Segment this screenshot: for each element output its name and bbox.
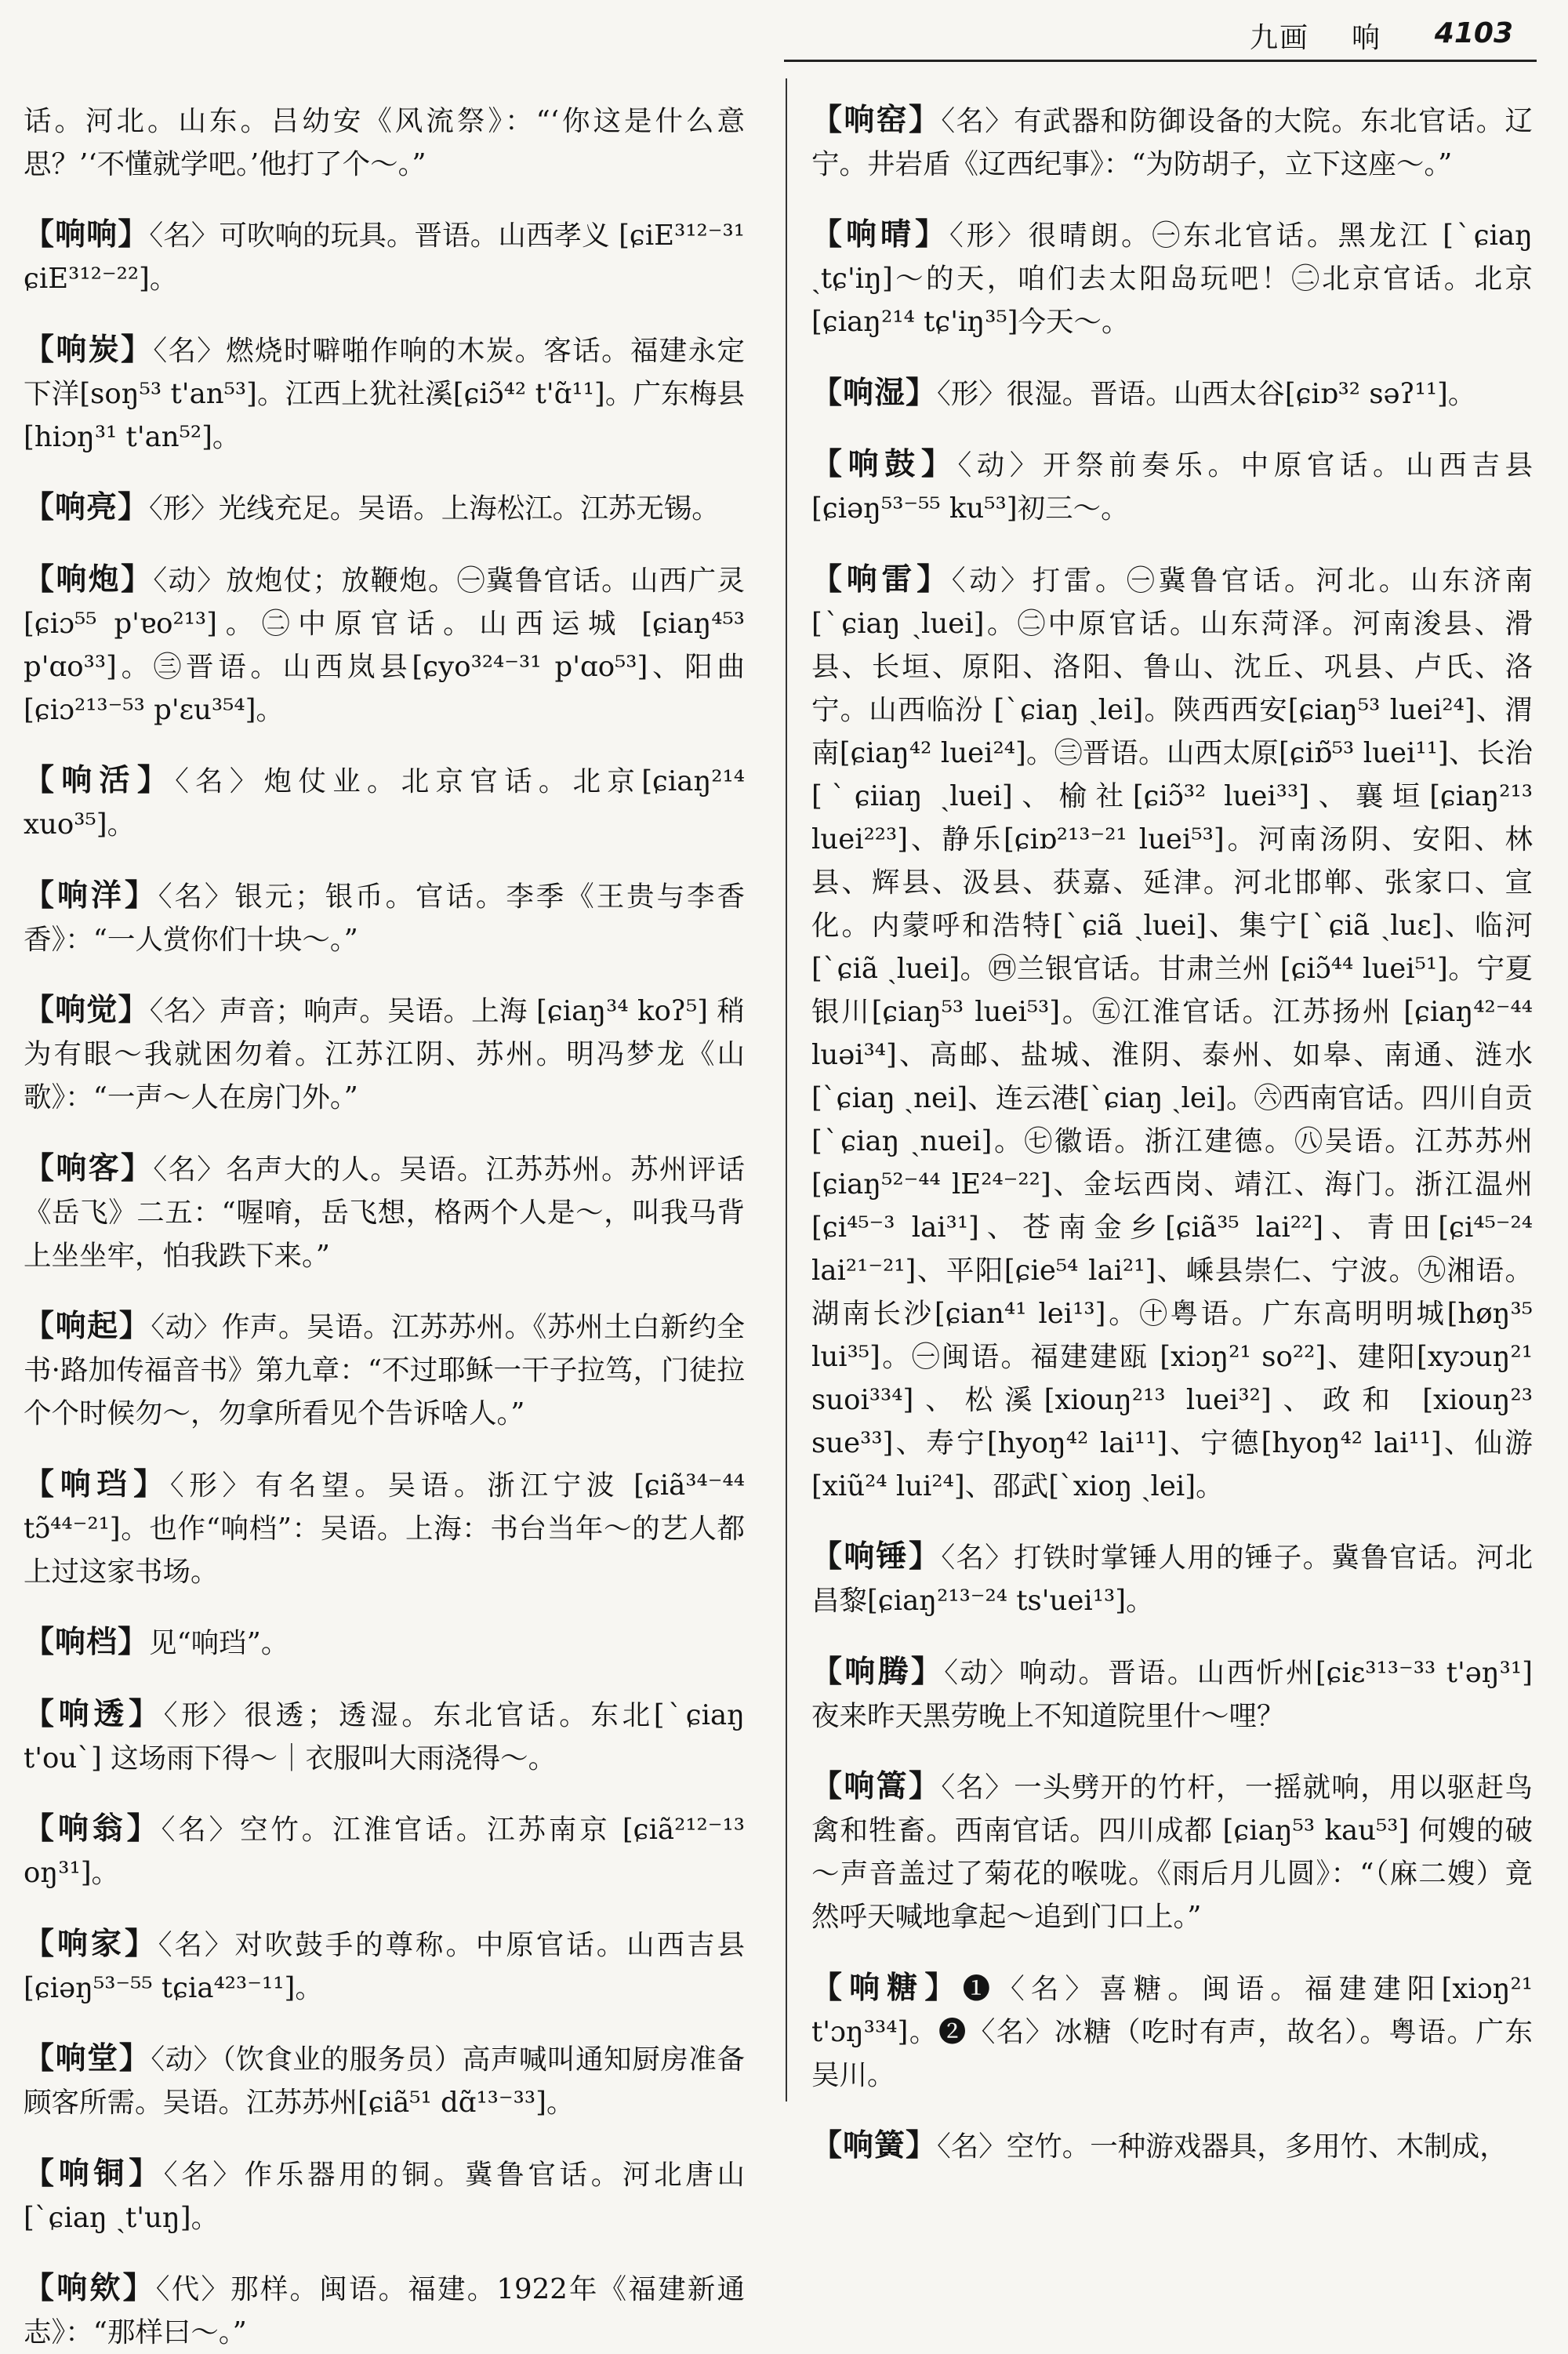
entry-definition: 〈形〉有名望。吴语。浙江宁波 [ɕiã³⁴⁻⁴⁴ tɔ̃⁴⁴⁻²¹]。也作“响档”：吴语。上海：书台当年～的艺人都上过这家书场。 bbox=[24, 1469, 745, 1588]
dictionary-entry bbox=[24, 2267, 745, 2354]
entry-definition: ❶〈名〉喜糖。闽语。福建建阳[xiɔŋ²¹ t'ɔŋ³³⁴]。❷〈名〉冰糖（吃时有声，故名）。粤语。广东吴川。 bbox=[811, 1972, 1533, 2091]
entry-definition: 〈名〉空竹。一种游戏器具，多用竹、木制成， bbox=[937, 2131, 1508, 2163]
dictionary-entry bbox=[24, 874, 745, 961]
entry-headword: 【响窑】 bbox=[811, 101, 942, 138]
entry-definition: 〈名〉名声大的人。吴语。江苏苏州。苏州评话《岳飞》二五：“喔唷，岳飞想，格两个人是～，叫我马背上坐坐牢，怕我跌下来。” bbox=[24, 1153, 745, 1272]
entry-headword: 【响簧】 bbox=[811, 2127, 938, 2163]
entry-headword: 【响觉】 bbox=[24, 992, 150, 1028]
dictionary-entry bbox=[24, 1807, 745, 1894]
entry-headword: 【响炮】 bbox=[24, 561, 154, 598]
entry-headword: 【响起】 bbox=[24, 1308, 151, 1344]
entry-headword: 【响透】 bbox=[24, 1695, 164, 1732]
entry-definition: 〈动〉（饮食业的服务员）高声喊叫通知厨房准备顾客所需。吴语。江苏苏州[ɕiã⁵¹ dɑ̃¹³⁻³³]。 bbox=[24, 2043, 745, 2119]
dictionary-entry bbox=[811, 2124, 1533, 2168]
dictionary-entry bbox=[24, 1923, 745, 2010]
dictionary-entry bbox=[24, 2152, 745, 2240]
entry-definition: 〈形〉光线充足。吴语。上海松江。江苏无锡。 bbox=[149, 492, 720, 525]
dictionary-entry bbox=[24, 1693, 745, 1780]
entry-definition: 〈代〉那样。闽语。福建。1922年《福建新通志》：“那样曰～。” bbox=[24, 2273, 745, 2349]
dictionary-entry bbox=[811, 99, 1533, 186]
entry-headword: 【响档】 bbox=[24, 1624, 150, 1660]
entry-definition: 〈形〉很晴朗。㊀东北官话。黑龙江 [ˋɕiaŋ ˏtɕ'iŋ]～的天，咱们去太阳岛玩吧！㊁北京官话。北京[ɕiaŋ²¹⁴ tɕ'iŋ³⁵]今天～。 bbox=[811, 220, 1533, 338]
entry-definition: 〈名〉声音；响声。吴语。上海 [ɕiaŋ³⁴ koʔ⁵] 稍为有眼～我就困勿着。江苏江阴、苏州。明冯梦龙《山歌》：“一声～人在房门外。” bbox=[24, 995, 745, 1113]
running-headword: 响 bbox=[1351, 22, 1380, 54]
dictionary-entry bbox=[811, 1651, 1533, 1738]
dictionary-entry bbox=[811, 1967, 1533, 2097]
dictionary-entry bbox=[811, 558, 1533, 1508]
entry-headword: 【响湿】 bbox=[811, 374, 938, 411]
dictionary-entry bbox=[24, 558, 745, 732]
entry-definition: 〈名〉可吹响的玩具。晋语。山西孝义 [ɕiE³¹²⁻³¹ ɕiE³¹²⁻²²]。 bbox=[24, 220, 745, 295]
entry-headword: 【响鼓】 bbox=[811, 446, 958, 482]
entry-definition: 〈名〉炮仗业。北京官话。北京[ɕiaŋ²¹⁴ xuo³⁵]。 bbox=[24, 765, 745, 841]
dictionary-entry bbox=[24, 2037, 745, 2124]
entry-headword: 【响糖】 bbox=[811, 1969, 963, 2006]
dictionary-entry bbox=[24, 1463, 745, 1593]
entry-definition: 〈名〉打铁时掌锤人用的锤子。冀鲁官话。河北昌黎[ɕiaŋ²¹³⁻²⁴ ts'uei¹³]。 bbox=[811, 1542, 1533, 1617]
entry-definition: 〈名〉银元；银币。官话。李季《王贵与李香香》：“一人赏你们十块～。” bbox=[24, 880, 745, 956]
dictionary-entry bbox=[24, 989, 745, 1119]
entry-headword: 【响客】 bbox=[24, 1150, 154, 1186]
entry-headword: 【响响】 bbox=[24, 216, 150, 252]
dictionary-entry bbox=[811, 372, 1533, 416]
entry-headword: 【响雷】 bbox=[811, 561, 952, 598]
dictionary-entry bbox=[24, 1305, 745, 1435]
dictionary-entry bbox=[24, 329, 745, 459]
entry-definition: 〈名〉燃烧时噼啪作响的木炭。客话。福建永定下洋[soŋ⁵³ t'an⁵³]。江西上犹社溪[ɕiɔ̃⁴² t'ɑ̃¹¹]。广东梅县[hiɔŋ³¹ t'an⁵²]。 bbox=[24, 334, 745, 453]
entry-definition: 〈名〉一头劈开的竹杆，一摇就响，用以驱赶鸟禽和牲畜。西南官话。四川成都 [ɕiaŋ⁵³ kau⁵³] 何嫂的破～声音盖过了菊花的喉咙。《雨后月儿圆》：“（麻二嫂）竟然呼天喊地拿起～追到门口上。” bbox=[811, 1771, 1533, 1933]
entry-headword: 【响腾】 bbox=[811, 1653, 945, 1690]
entry-definition: 〈形〉很透；透湿。东北官话。东北[ˋɕiaŋ t'ouˋ] 这场雨下得～｜衣服叫大雨浇得～。 bbox=[24, 1698, 745, 1775]
dictionary-entry bbox=[811, 1765, 1533, 1938]
entry-definition: 话。河北。山东。吕幼安《风流祭》：“‘你这是什么意思？’‘不懂就学吧。’他打了个～。” bbox=[24, 104, 745, 180]
dictionary-entry bbox=[24, 1621, 745, 1665]
dictionary-entry bbox=[811, 1535, 1533, 1622]
entry-definition: 〈名〉作乐器用的铜。冀鲁官话。河北唐山 [ˋɕiaŋ ˏt'uŋ]。 bbox=[24, 2158, 745, 2234]
dictionary-entry bbox=[24, 1147, 745, 1277]
entry-definition: 〈名〉有武器和防御设备的大院。东北官话。辽宁。井岩盾《辽西纪事》：“为防胡子，立下这座～。” bbox=[811, 104, 1533, 180]
entry-headword: 【响翁】 bbox=[24, 1811, 162, 1847]
entry-headword: 【响堂】 bbox=[24, 2040, 151, 2076]
column-divider bbox=[786, 78, 787, 2102]
dictionary-entry bbox=[811, 213, 1533, 343]
entry-headword: 【响铜】 bbox=[24, 2155, 164, 2192]
entry-definition: 〈动〉开祭前奏乐。中原官话。山西吉县[ɕiəŋ⁵³⁻⁵⁵ ku⁵³]初三～。 bbox=[811, 449, 1533, 525]
right-column bbox=[811, 71, 1533, 2163]
entry-definition: 见“响珰”。 bbox=[149, 1627, 289, 1659]
dictionary-entry bbox=[24, 213, 745, 300]
entry-headword: 【响家】 bbox=[24, 1925, 158, 1962]
dictionary-entry bbox=[24, 486, 745, 530]
dictionary-entry bbox=[811, 443, 1533, 530]
entry-headword: 【响珰】 bbox=[24, 1466, 170, 1502]
dictionary-entry bbox=[24, 759, 745, 846]
entry-headword: 【响亮】 bbox=[24, 489, 150, 525]
entry-definition: 〈形〉很湿。晋语。山西太谷[ɕiɒ³² səʔ¹¹]。 bbox=[937, 377, 1476, 410]
left-column bbox=[24, 71, 745, 2349]
entry-headword: 【响锤】 bbox=[811, 1538, 942, 1575]
entry-definition: 〈名〉空竹。江淮官话。江苏南京 [ɕiã²¹²⁻¹³ oŋ³¹]。 bbox=[24, 1814, 745, 1889]
page-header bbox=[784, 11, 1537, 62]
entry-headword: 【响活】 bbox=[24, 762, 176, 798]
entry-headword: 【响晴】 bbox=[811, 216, 949, 252]
page-number: 4103 bbox=[1434, 17, 1513, 49]
entry-headword: 【响欸】 bbox=[24, 2270, 156, 2306]
entry-definition: 〈动〉响动。晋语。山西忻州[ɕiɛ³¹³⁻³³ t'əŋ³¹] 夜来昨天黑劳晚上不知道院里什～哩？ bbox=[811, 1656, 1533, 1732]
dictionary-entry bbox=[24, 99, 745, 186]
entry-definition: 〈动〉放炮仗；放鞭炮。㊀冀鲁官话。山西广灵[ɕiɔ⁵⁵ p'ɐo²¹³]。㊁中原官话。山西运城 [ɕiaŋ⁴⁵³ p'ɑo³³]。㊂晋语。山西岚县[ɕyo³²⁴⁻³¹ p'ɑo⁵³]、阳曲[ɕiɔ²¹³⁻⁵³ p'ɛu³⁵⁴]。 bbox=[24, 564, 745, 726]
entry-definition: 〈动〉打雷。㊀冀鲁官话。河北。山东济南 [ˋɕiaŋ ˏluei]。㊁中原官话。山东菏泽。河南浚县、滑县、长垣、原阳、洛阳、鲁山、沈丘、巩县、卢氏、洛宁。山西临汾 [ˋɕiaŋ ˏlei]。陕西西安[ɕiaŋ⁵³ luei²⁴]、渭南[ɕiaŋ⁴² luei²⁴]。㊂晋语。山西太原[ɕiɒ̃⁵³ luei¹¹]、长治[ˋɕiiaŋ ˏluei]、榆社[ɕiɔ̃³² luei³³]、襄垣[ɕiaŋ²¹³ luei²²³]、静乐[ɕiɒ²¹³⁻²¹ luei⁵³]。河南汤阴、安阳、林县、辉县、汲县、获嘉、延津。河北邯郸、张家口、宣化。内蒙呼和浩特[ˋɕiã ˏluei]、集宁[ˋɕiã ˏluɛ]、临河[ˋɕiã ˏluei]。㊃兰银官话。甘肃兰州 [ɕiɔ̃⁴⁴ luei⁵¹]。宁夏银川[ɕiaŋ⁵³ luei⁵³]。㊄江淮官话。江苏扬州 [ɕiaŋ⁴²⁻⁴⁴ luəi³⁴]、高邮、盐城、淮阴、泰州、如皋、南通、涟水[ˋɕiaŋ ˏnei]、连云港[ˋɕiaŋ ˏlei]。㊅西南官话。四川自贡[ˋɕiaŋ ˏnuei]。㊆徽语。浙江建德。㊇吴语。江苏苏州[ɕiaŋ⁵²⁻⁴⁴ lE²⁴⁻²²]、金坛西岗、靖江、海门。浙江温州[ɕi⁴⁵⁻³ lai³¹]、苍南金乡[ɕiã³⁵ lai²²]、青田[ɕi⁴⁵⁻²⁴ lai²¹⁻²¹]、平阳[ɕie⁵⁴ lai²¹]、嵊县崇仁、宁波。㊈湘语。湖南长沙[ɕian⁴¹ lei¹³]。㊉粤语。广东高明明城[høŋ³⁵ lui³⁵]。㊀闽语。福建建瓯 [xiɔŋ²¹ so²²]、建阳[xyɔuŋ²¹ suoi³³⁴]、松溪[xiouŋ²¹³ luei³²]、政和 [xiouŋ²³ sue³³]、寿宁[hyoŋ⁴² lai¹¹]、宁德[hyoŋ⁴² lai¹¹]、仙游[xiũ²⁴ lui²⁴]、邵武[ˋxioŋ ˏlei]。 bbox=[811, 564, 1533, 1502]
entry-headword: 【响篙】 bbox=[811, 1768, 942, 1804]
entry-definition: 〈动〉作声。吴语。江苏苏州。《苏州土白新约全书·路加传福音书》第九章：“不过耶稣一干子拉笃，门徒拉个个时候勿～，勿拿所看见个告诉啥人。” bbox=[24, 1311, 745, 1429]
entry-headword: 【响炭】 bbox=[24, 331, 154, 368]
entry-definition: 〈名〉对吹鼓手的尊称。中原官话。山西吉县 [ɕiəŋ⁵³⁻⁵⁵ tɕia⁴²³⁻¹¹]。 bbox=[24, 1928, 745, 2004]
section-label: 九画 bbox=[1249, 22, 1309, 54]
entry-headword: 【响洋】 bbox=[24, 877, 158, 914]
